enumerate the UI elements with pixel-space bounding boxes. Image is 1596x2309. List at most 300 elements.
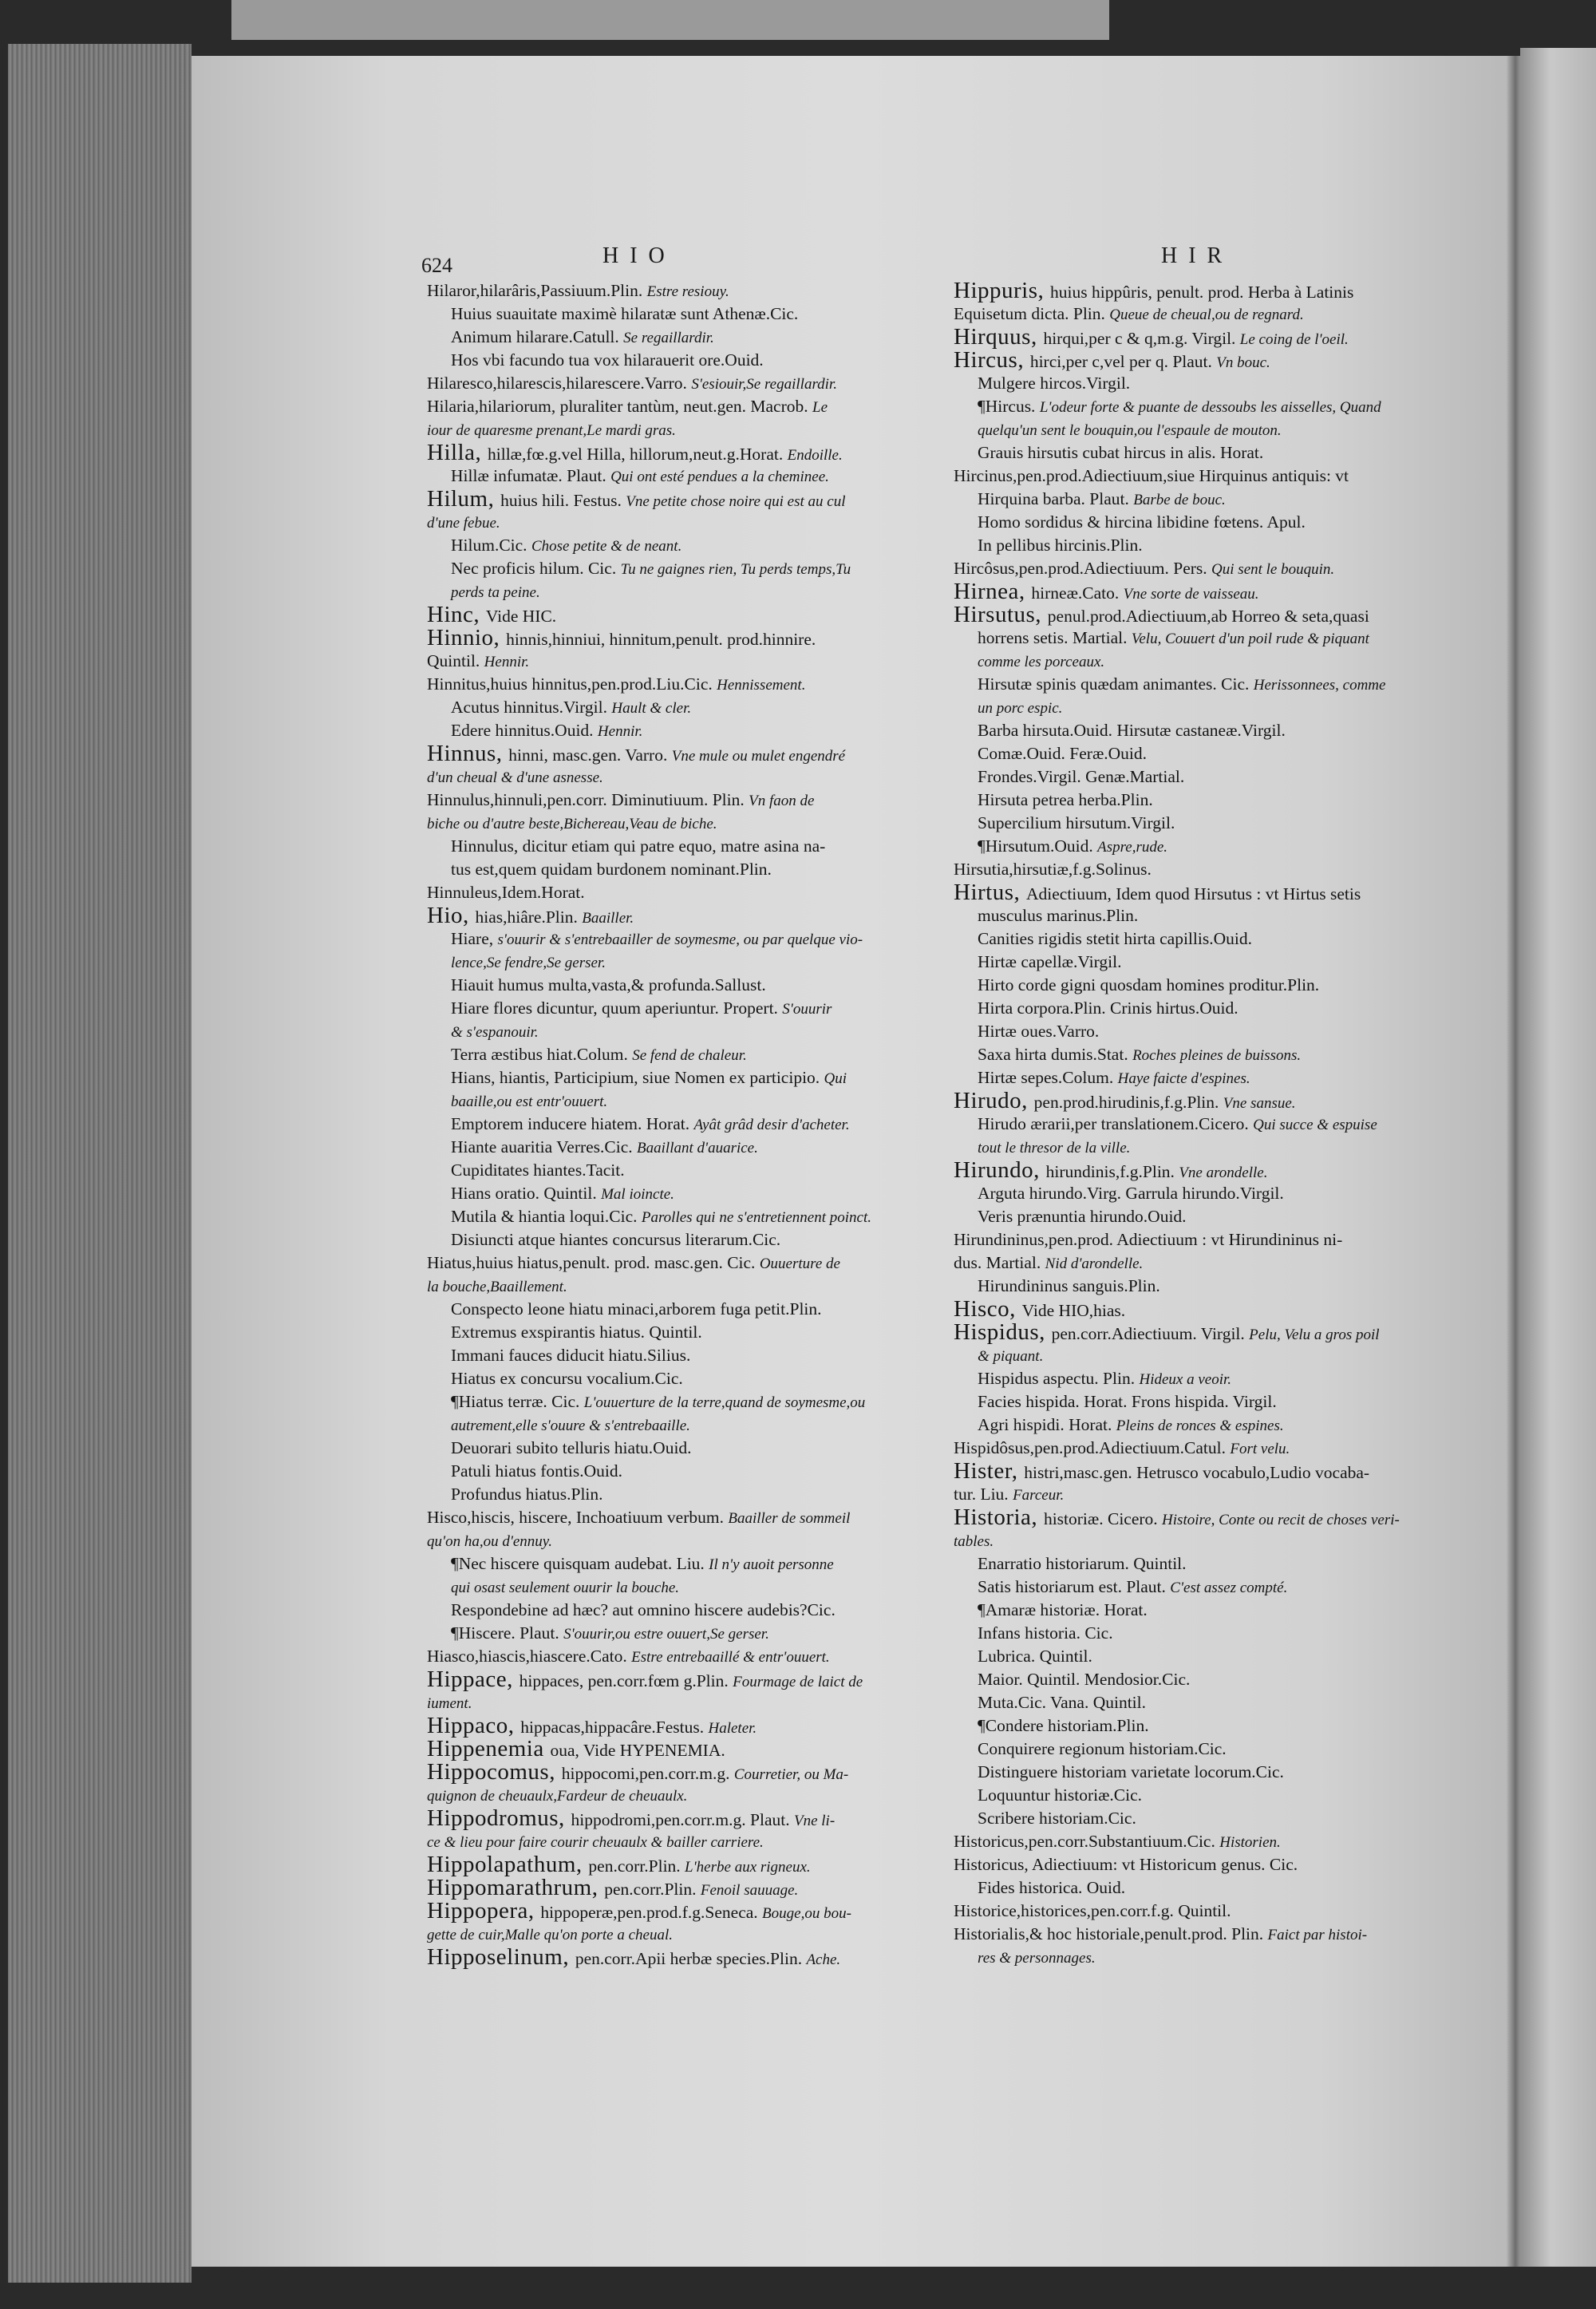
entry-latin-text: hippodromi,pen.corr.m.g. Plaut. [571, 1810, 794, 1829]
dictionary-entry [427, 349, 922, 372]
dictionary-entry [427, 1784, 922, 1807]
entry-latin-text: Hirquina barba. Plaut. [978, 489, 1134, 508]
entry-french-gloss: res & personnages. [978, 1950, 1096, 1967]
dictionary-entry [427, 1413, 922, 1437]
dictionary-entry [427, 534, 922, 557]
entry-latin-text: Equisetum dicta. Plin. [954, 304, 1110, 323]
entry-latin-text: ¶Condere historiam.Plin. [978, 1716, 1149, 1735]
dictionary-entry [954, 1853, 1432, 1876]
dictionary-entry [954, 1622, 1432, 1645]
entry-french-gloss: Qui [824, 1070, 847, 1087]
entry-latin-text: Hiatus,huius hiatus,penult. prod. masc.gen. Cic. [427, 1253, 760, 1272]
entry-french-gloss: L'odeur forte & puante de dessoubs les aisselles, Quand [1039, 399, 1381, 416]
dictionary-entry [427, 1506, 922, 1529]
entry-latin-text: Vide HIO,hias. [1021, 1301, 1126, 1320]
dictionary-entry [954, 1437, 1432, 1460]
entry-latin-text: Hirsutia,hirsutiæ,f.g.Solinus. [954, 860, 1152, 879]
dictionary-entry [954, 349, 1432, 372]
headword: Hippomarathrum, [427, 1876, 605, 1900]
entry-french-gloss: Chose petite & de neant. [531, 538, 682, 555]
dictionary-entry [954, 812, 1432, 835]
headword: Hirundo, [954, 1159, 1046, 1182]
entry-latin-text: Muta.Cic. Vana. Quintil. [978, 1693, 1147, 1712]
dictionary-entry [954, 974, 1432, 997]
dictionary-entry [427, 789, 922, 812]
entry-french-gloss: lence,Se fendre,Se gerser. [451, 955, 606, 971]
running-header-right: HIR [1161, 243, 1234, 268]
entry-latin-text: Animum hilarare.Catull. [451, 327, 624, 346]
headword: Hippace, [427, 1668, 519, 1691]
entry-latin-text: Hilaresco,hilarescis,hilarescere.Varro. [427, 374, 692, 393]
dictionary-entry [954, 1830, 1432, 1853]
entry-latin-text: Extremus exspirantis hiatus. Quintil. [451, 1323, 702, 1342]
entry-latin-text: Hinnulus,hinnuli,pen.corr. Diminutiuum. Plin. [427, 790, 749, 809]
entry-french-gloss: Queue de cheual,ou de regnard. [1109, 306, 1304, 323]
dictionary-entry [954, 1714, 1432, 1738]
dictionary-entry [427, 465, 922, 488]
entry-latin-text: ¶Hirsutum.Ouid. [978, 836, 1098, 856]
dictionary-entry [954, 1344, 1432, 1367]
entry-french-gloss: perds ta peine. [451, 584, 540, 601]
dictionary-entry [427, 1275, 922, 1298]
entry-french-gloss: Fenoil sauuage. [700, 1882, 799, 1899]
entry-latin-text: Hiare flores dicuntur, quum aperiuntur. Propert. [451, 998, 783, 1018]
headword: Hilum, [427, 488, 501, 511]
entry-latin-text: Hirta corpora.Plin. Crinis hirtus.Ouid. [978, 998, 1238, 1018]
entry-latin-text: historiæ. Cicero. [1043, 1509, 1163, 1528]
entry-french-gloss: comme les porceaux. [978, 654, 1105, 670]
entry-latin-text: tus est,quem quidam burdonem nominant.Plin. [451, 860, 772, 879]
entry-latin-text: oua, Vide HYPENEMIA. [550, 1741, 725, 1760]
entry-latin-text: hias,hiâre.Plin. [475, 907, 583, 927]
entry-french-gloss: Historien. [1219, 1834, 1281, 1851]
dictionary-entry [954, 1784, 1432, 1807]
entry-french-gloss: Le coing de l'oeil. [1239, 331, 1349, 348]
dictionary-entry [427, 650, 922, 673]
entry-french-gloss: L'ouuerture de la terre,quand de soymesme,ou [583, 1394, 866, 1411]
dictionary-entry [427, 1460, 922, 1483]
dictionary-entry [954, 1298, 1432, 1321]
dictionary-entry [954, 372, 1432, 395]
dictionary-entry [954, 1182, 1432, 1205]
entry-latin-text: Hirto corde gigni quosdam homines proditur.Plin. [978, 975, 1320, 994]
entry-latin-text: ¶Nec hiscere quisquam audebat. Liu. [451, 1554, 709, 1573]
dictionary-entry [427, 812, 922, 835]
entry-french-gloss: Ache. [806, 1951, 841, 1968]
entry-french-gloss: Fort velu. [1230, 1441, 1290, 1457]
dictionary-entry [427, 951, 922, 974]
dictionary-entry [954, 279, 1432, 302]
entry-french-gloss: qu'on ha,ou d'ennuy. [427, 1533, 552, 1550]
entry-latin-text: Historice,historices,pen.corr.f.g. Quintil. [954, 1901, 1231, 1920]
dictionary-entry [954, 1506, 1432, 1529]
entry-latin-text: Hirundininus,pen.prod. Adiectiuum : vt Hirundininus ni- [954, 1230, 1343, 1249]
headword: Hirudo, [954, 1089, 1034, 1113]
dictionary-entry [427, 1228, 922, 1251]
dictionary-entry [427, 927, 922, 951]
headword: Hinnio, [427, 627, 507, 650]
entry-french-gloss: Baailler. [582, 910, 634, 927]
dictionary-entry [427, 673, 922, 696]
entry-latin-text: Vide HIC. [485, 607, 557, 626]
entry-latin-text: Respondebine ad hæc? aut omnino hiscere audebis?Cic. [451, 1600, 836, 1619]
entry-latin-text: Acutus hinnitus.Virgil. [451, 698, 612, 717]
entry-french-gloss: Hennissement. [717, 677, 806, 694]
dictionary-entry [954, 1275, 1432, 1298]
entry-latin-text: Fides historica. Ouid. [978, 1878, 1126, 1897]
entry-latin-text: pen.corr.Plin. [604, 1880, 701, 1899]
dictionary-entry [427, 1159, 922, 1182]
entry-latin-text: Adiectiuum, Idem quod Hirsutus : vt Hirtus setis [1026, 884, 1361, 903]
entry-latin-text: Historicus,pen.corr.Substantiuum.Cic. [954, 1832, 1220, 1851]
dictionary-entry [427, 511, 922, 534]
dictionary-entry [427, 974, 922, 997]
dictionary-entry [427, 835, 922, 858]
entry-french-gloss: Velu, Couuert d'un poil rude & piquant [1131, 631, 1369, 647]
entry-latin-text: Terra æstibus hiat.Colum. [451, 1045, 633, 1064]
dictionary-entry [427, 1367, 922, 1390]
entry-latin-text: Hispidôsus,pen.prod.Adiectiuum.Catul. [954, 1438, 1231, 1457]
entry-latin-text: Hircinus,pen.prod.Adiectiuum,siue Hirquinus antiquis: vt [954, 466, 1349, 485]
dictionary-entry [954, 1460, 1432, 1483]
dictionary-entry [954, 997, 1432, 1020]
entry-french-gloss: d'une febue. [427, 515, 500, 532]
dictionary-entry [427, 1946, 922, 1969]
headword: Hilla, [427, 441, 488, 465]
dictionary-entry [427, 765, 922, 789]
dictionary-entry [427, 1089, 922, 1113]
entry-latin-text: pen.corr.Adiectiuum. Virgil. [1051, 1324, 1250, 1343]
dictionary-entry [427, 1136, 922, 1159]
dictionary-entry [954, 927, 1432, 951]
entry-latin-text: Maior. Quintil. Mendosior.Cic. [978, 1670, 1191, 1689]
entry-latin-text: ¶Amaræ historiæ. Horat. [978, 1600, 1148, 1619]
entry-latin-text: Hos vbi facundo tua vox hilarauerit ore.Ouid. [451, 350, 764, 370]
dictionary-entry [954, 1321, 1432, 1344]
entry-latin-text: Historicus, Adiectiuum: vt Historicum genus. Cic. [954, 1855, 1298, 1874]
entry-latin-text: pen.corr.Plin. [588, 1856, 685, 1876]
entry-latin-text: Hisco,hiscis, hiscere, Inchoatiuum verbum. [427, 1508, 729, 1527]
entry-french-gloss: Roches pleines de buissons. [1132, 1047, 1302, 1064]
entry-latin-text: Homo sordidus & hircina libidine fœtens. Apul. [978, 512, 1306, 532]
entry-french-gloss: Haye faicte d'espines. [1117, 1070, 1250, 1087]
headword: Hippuris, [954, 279, 1050, 302]
entry-french-gloss: Histoire, Conte ou recit de choses veri- [1162, 1512, 1400, 1528]
dictionary-entry [427, 488, 922, 511]
entry-latin-text: Disiuncti atque hiantes concursus literarum.Cic. [451, 1230, 781, 1249]
entry-french-gloss: Hideux a veoir. [1139, 1371, 1232, 1388]
dictionary-entry [427, 1923, 922, 1946]
entry-latin-text: hirneæ.Cato. [1031, 583, 1124, 603]
dictionary-entry [427, 1900, 922, 1923]
headword: Hippenemia [427, 1738, 551, 1761]
entry-latin-text: Grauis hirsutis cubat hircus in alis. Horat. [978, 443, 1264, 462]
dictionary-entry [427, 1205, 922, 1228]
dictionary-entry [427, 627, 922, 650]
entry-latin-text: Hians oratio. Quintil. [451, 1184, 602, 1203]
entry-french-gloss: Ouuerture de [759, 1255, 840, 1272]
entry-french-gloss: Estre entrebaaillé & entr'ouuert. [631, 1649, 830, 1666]
dictionary-entry [954, 1205, 1432, 1228]
entry-latin-text: Barba hirsuta.Ouid. Hirsutæ castaneæ.Virgil. [978, 721, 1286, 740]
dictionary-entry [954, 580, 1432, 603]
entry-french-gloss: tables. [954, 1533, 994, 1550]
entry-french-gloss: Hault & cler. [611, 700, 692, 717]
entry-latin-text: pen.corr.Apii herbæ species.Plin. [575, 1949, 807, 1968]
entry-latin-text: Hilaria,hilariorum, pluraliter tantùm, neut.gen. Macrob. [427, 397, 813, 416]
dictionary-entry [427, 1390, 922, 1413]
entry-french-gloss: un porc espic. [978, 700, 1063, 717]
entry-french-gloss: Endoille. [787, 447, 843, 464]
entry-latin-text: Enarratio historiarum. Quintil. [978, 1554, 1187, 1573]
entry-latin-text: hippacas,hippacâre.Festus. [520, 1718, 709, 1737]
entry-french-gloss: Qui succe & espuise [1253, 1117, 1377, 1133]
entry-latin-text: huius hili. Festus. [500, 491, 626, 510]
entry-latin-text: Facies hispida. Horat. Frons hispida. Virgil. [978, 1392, 1277, 1411]
dictionary-entry [427, 1043, 922, 1066]
entry-latin-text: Mutila & hiantia loqui.Cic. [451, 1207, 642, 1226]
entry-french-gloss: Faict par histoi- [1267, 1927, 1368, 1943]
dictionary-entry [427, 1020, 922, 1043]
entry-latin-text: Cupiditates hiantes.Tacit. [451, 1160, 625, 1180]
entry-latin-text: Hinnitus,huius hinnitus,pen.prod.Liu.Cic. [427, 674, 717, 694]
dictionary-entry [954, 1136, 1432, 1159]
dictionary-entry [954, 881, 1432, 904]
next-page-edge [1520, 48, 1596, 2267]
dictionary-entry [427, 858, 922, 881]
entry-latin-text: Huius suauitate maximè hilaratæ sunt Athenæ.Cic. [451, 304, 799, 323]
entry-latin-text: Hirundininus sanguis.Plin. [978, 1276, 1160, 1295]
dictionary-entry [954, 1946, 1432, 1969]
entry-latin-text: Hiatus ex concursu vocalium.Cic. [451, 1369, 683, 1388]
entry-latin-text: Infans historia. Cic. [978, 1623, 1113, 1643]
entry-french-gloss: Vne mule ou mulet engendré [671, 748, 846, 765]
entry-latin-text: Hirtæ oues.Varro. [978, 1022, 1100, 1041]
entry-latin-text: hippoperæ,pen.prod.f.g.Seneca. [540, 1903, 763, 1922]
entry-latin-text: Edere hinnitus.Ouid. [451, 721, 598, 740]
entry-french-gloss: Hennir. [484, 654, 530, 670]
entry-french-gloss: & piquant. [978, 1348, 1044, 1365]
dictionary-entry [427, 1761, 922, 1784]
entry-french-gloss: Baailler de sommeil [728, 1510, 851, 1527]
dictionary-entry [954, 1900, 1432, 1923]
headword: Hio, [427, 904, 476, 927]
entry-latin-text: penul.prod.Adiectiuum,ab Horreo & seta,quasi [1047, 607, 1369, 626]
entry-french-gloss: Fourmage de laict de [733, 1674, 863, 1690]
dictionary-entry [954, 627, 1432, 650]
entry-french-gloss: autrement,elle s'ouure & s'entrebaaille. [451, 1417, 690, 1434]
dictionary-entry [427, 372, 922, 395]
dictionary-entry [954, 1761, 1432, 1784]
entry-latin-text: Satis historiarum est. Plaut. [978, 1577, 1171, 1596]
entry-french-gloss: la bouche,Baaillement. [427, 1279, 567, 1295]
entry-french-gloss: gette de cuir,Malle qu'on porte a cheual. [427, 1927, 673, 1943]
dictionary-entry [954, 1113, 1432, 1136]
entry-french-gloss: d'un cheual & d'une asnesse. [427, 769, 603, 786]
entry-french-gloss: Hennir. [597, 723, 643, 740]
entry-latin-text: hippocomi,pen.corr.m.g. [561, 1764, 734, 1783]
entry-french-gloss: Qui sent le bouquin. [1211, 561, 1335, 578]
headword: Hirsutus, [954, 603, 1048, 627]
dictionary-entry [954, 302, 1432, 326]
headword: Hisco, [954, 1298, 1022, 1321]
headword: Hippodromus, [427, 1807, 571, 1830]
entry-latin-text: Supercilium hirsutum.Virgil. [978, 813, 1175, 832]
entry-french-gloss: baaille,ou est entr'ouuert. [451, 1093, 608, 1110]
entry-french-gloss: Pleins de ronces & espines. [1116, 1417, 1284, 1434]
dictionary-entry [427, 1483, 922, 1506]
entry-french-gloss: Bouge,ou bou- [762, 1905, 851, 1922]
dictionary-entry [427, 1853, 922, 1876]
entry-latin-text: Arguta hirundo.Virg. Garrula hirundo.Virgil. [978, 1184, 1284, 1203]
headword: Hippaco, [427, 1714, 521, 1738]
entry-latin-text: Agri hispidi. Horat. [978, 1415, 1116, 1434]
entry-latin-text: Hirsutæ spinis quædam animantes. Cic. [978, 674, 1254, 694]
entry-latin-text: Lubrica. Quintil. [978, 1647, 1092, 1666]
entry-latin-text: tur. Liu. [954, 1485, 1013, 1504]
entry-latin-text: Hiare, [451, 929, 498, 948]
dictionary-entry [427, 997, 922, 1020]
dictionary-entry [954, 765, 1432, 789]
entry-french-gloss: S'ouurir,ou estre ouuert,Se gerser. [563, 1626, 769, 1643]
entry-french-gloss: Baaillant d'auarice. [637, 1140, 758, 1156]
dictionary-entry [954, 1413, 1432, 1437]
entry-latin-text: horrens setis. Martial. [978, 628, 1132, 647]
entry-french-gloss: Il n'y auoit personne [709, 1556, 834, 1573]
dictionary-entry [427, 1876, 922, 1900]
dictionary-entry [954, 557, 1432, 580]
entry-french-gloss: Aspre,rude. [1097, 839, 1168, 856]
entry-latin-text: Canities rigidis stetit hirta capillis.Ouid. [978, 929, 1252, 948]
dictionary-entry [954, 418, 1432, 441]
dictionary-entry [427, 1807, 922, 1830]
entry-latin-text: hirci,per c,vel per q. Plaut. [1029, 352, 1217, 371]
dictionary-entry [954, 1529, 1432, 1552]
entry-latin-text: hinnis,hinniui, hinnitum,penult. prod.hinnire. [506, 630, 816, 649]
entry-latin-text: Emptorem inducere hiatem. Horat. [451, 1114, 694, 1133]
entry-latin-text: Hillæ infumatæ. Plaut. [451, 466, 611, 485]
entry-latin-text: Mulgere hircos.Virgil. [978, 374, 1131, 393]
dictionary-entry [427, 1645, 922, 1668]
dictionary-entry [427, 881, 922, 904]
entry-french-gloss: Nid d'arondelle. [1045, 1255, 1144, 1272]
dictionary-entry [427, 580, 922, 603]
entry-latin-text: pen.prod.hirudinis,f.g.Plin. [1033, 1093, 1223, 1112]
dictionary-entry [954, 1876, 1432, 1900]
dictionary-entry [954, 441, 1432, 465]
right-column [954, 279, 1432, 1969]
entry-latin-text: ¶Hiscere. Plaut. [451, 1623, 564, 1643]
entry-french-gloss: Vne li- [793, 1813, 836, 1829]
dictionary-entry [427, 279, 922, 302]
dictionary-entry [954, 1738, 1432, 1761]
entry-french-gloss: Qui ont esté pendues a la cheminee. [610, 469, 829, 485]
entry-latin-text: huius hippûris, penult. prod. Herba à Latinis [1050, 283, 1354, 302]
entry-latin-text: Hirsuta petrea herba.Plin. [978, 790, 1153, 809]
dictionary-entry [954, 1390, 1432, 1413]
dictionary-entry [427, 1576, 922, 1599]
dictionary-entry [954, 789, 1432, 812]
entry-french-gloss: Parolles qui ne s'entretiennent poinct. [641, 1209, 872, 1226]
entry-latin-text: Hircôsus,pen.prod.Adiectiuum. Pers. [954, 559, 1212, 578]
entry-latin-text: Hirtæ capellæ.Virgil. [978, 952, 1122, 971]
entry-french-gloss: Pelu, Velu a gros poil [1249, 1326, 1380, 1343]
entry-french-gloss: qui osast seulement ouurir la bouche. [451, 1580, 680, 1596]
entry-latin-text: In pellibus hircinis.Plin. [978, 536, 1143, 555]
dictionary-entry [954, 1645, 1432, 1668]
entry-latin-text: Hilaror,hilarâris,Passiuum.Plin. [427, 281, 647, 300]
headword: Hirnea, [954, 580, 1032, 603]
entry-french-gloss: Estre resiouy. [646, 283, 729, 300]
entry-french-gloss: L'herbe aux rigneux. [685, 1859, 811, 1876]
entry-french-gloss: Farceur. [1013, 1487, 1065, 1504]
dictionary-entry [427, 603, 922, 627]
dictionary-entry [954, 650, 1432, 673]
dictionary-entry [954, 951, 1432, 974]
dictionary-entry [427, 1066, 922, 1089]
dictionary-entry [427, 1251, 922, 1275]
entry-french-gloss: S'ouurir [782, 1001, 832, 1018]
entry-french-gloss: quignon de cheuaulx,Fardeur de cheuaulx. [427, 1788, 688, 1805]
entry-latin-text: Hilum.Cic. [451, 536, 531, 555]
dictionary-entry [954, 1483, 1432, 1506]
dictionary-entry [427, 395, 922, 418]
entry-latin-text: musculus marinus.Plin. [978, 906, 1139, 925]
entry-latin-text: hirqui,per c & q,m.g. Virgil. [1043, 329, 1240, 348]
entry-latin-text: Comæ.Ouid. Feræ.Ouid. [978, 744, 1148, 763]
dictionary-entry [427, 1622, 922, 1645]
entry-latin-text: histri,masc.gen. Hetrusco vocabulo,Ludio vocaba- [1024, 1463, 1370, 1482]
dictionary-entry [427, 696, 922, 719]
dictionary-entry [954, 1159, 1432, 1182]
dictionary-entry [427, 1714, 922, 1738]
dictionary-entry [427, 1321, 922, 1344]
entry-french-gloss: Vne petite chose noire qui est au cul [626, 493, 846, 510]
dictionary-entry [954, 1668, 1432, 1691]
dictionary-entry [954, 835, 1432, 858]
headword: Hippopera, [427, 1900, 541, 1923]
entry-latin-text: Hiasco,hiascis,hiascere.Cato. [427, 1647, 632, 1666]
entry-latin-text: Hinnulus, dicitur etiam qui patre equo, matre asina na- [451, 836, 826, 856]
entry-latin-text: Distinguere historiam varietate locorum.Cic. [978, 1762, 1284, 1781]
dictionary-entry [427, 1529, 922, 1552]
entry-french-gloss: ce & lieu pour faire courir cheuaulx & bailler carriere. [427, 1834, 764, 1851]
entry-latin-text: Loquuntur historiæ.Cic. [978, 1785, 1143, 1805]
entry-latin-text: hinni, masc.gen. Varro. [508, 745, 672, 765]
entry-french-gloss: s'ouurir & s'entrebaailler de soymesme, ou par quelque vio- [497, 931, 863, 948]
headword: Hinc, [427, 603, 486, 627]
dictionary-entry [427, 1113, 922, 1136]
entry-latin-text: Conquirere regionum historiam.Cic. [978, 1739, 1227, 1758]
entry-french-gloss: Vne sorte de vaisseau. [1123, 586, 1259, 603]
headword: Hinnus, [427, 742, 509, 765]
dictionary-entry [954, 488, 1432, 511]
dictionary-entry [427, 1691, 922, 1714]
entry-french-gloss: Ayât grâd desir d'acheter. [693, 1117, 850, 1133]
entry-latin-text: Patuli hiatus fontis.Ouid. [451, 1461, 622, 1481]
entry-latin-text: ¶Hiatus terræ. Cic. [451, 1392, 584, 1411]
entry-french-gloss: Courretier, ou Ma- [733, 1766, 849, 1783]
entry-french-gloss: Barbe de bouc. [1133, 492, 1226, 508]
dictionary-entry [954, 465, 1432, 488]
dictionary-entry [427, 1830, 922, 1853]
dictionary-entry [427, 326, 922, 349]
dictionary-entry [954, 1552, 1432, 1576]
dictionary-entry [954, 534, 1432, 557]
dictionary-entry [954, 603, 1432, 627]
dictionary-entry [954, 742, 1432, 765]
entry-latin-text: Profundus hiatus.Plin. [451, 1485, 603, 1504]
